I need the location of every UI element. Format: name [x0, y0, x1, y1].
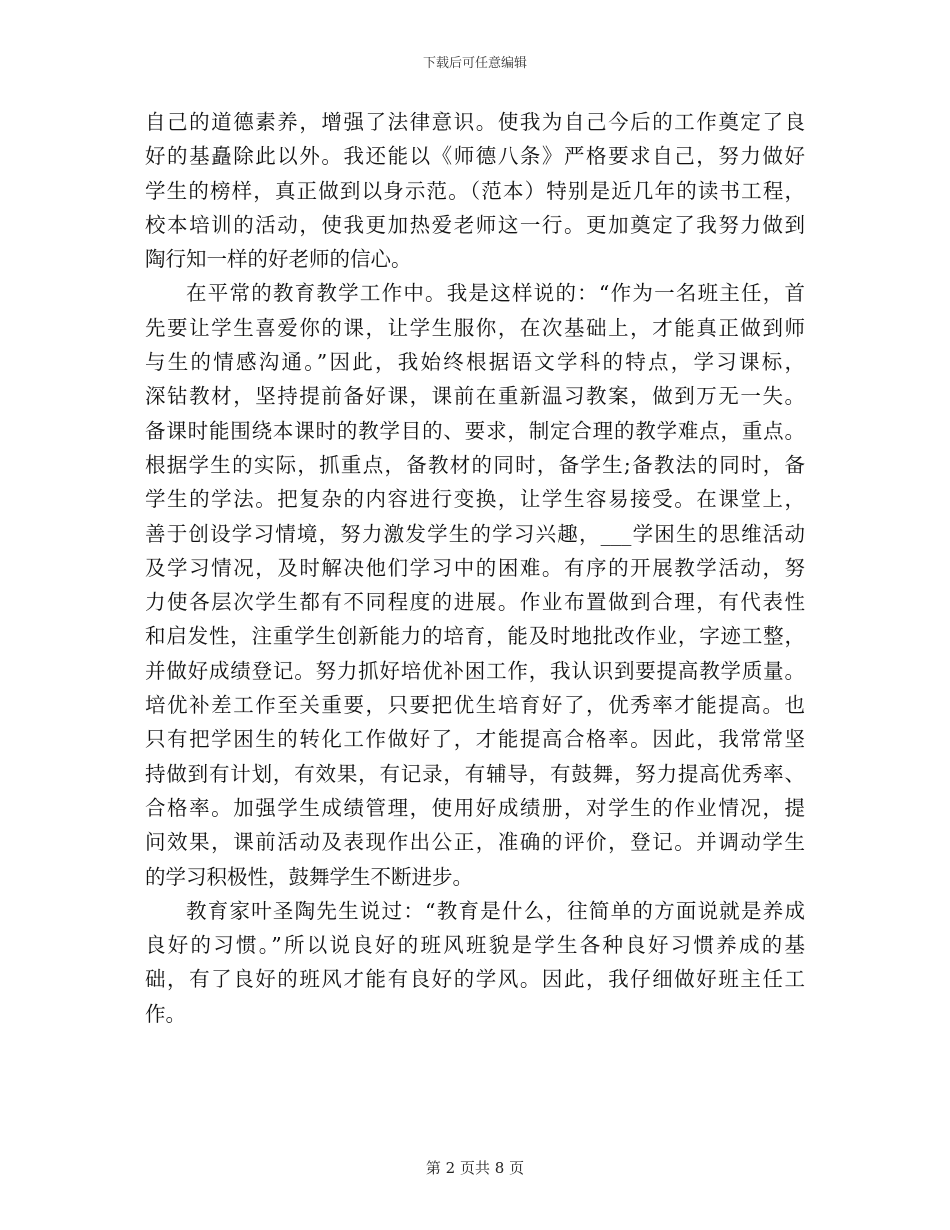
text-line: 深钻教材，坚持提前备好课，课前在重新温习教案，做到万无一失。 — [145, 384, 805, 409]
text-line: 良好的习惯。”所以说良好的班风班貌是学生各种良好习惯养成的基 — [145, 933, 805, 958]
text-line: 学生的学法。把复杂的内容进行变换，让学生容易接受。在课堂上， — [145, 487, 805, 512]
text-line: 的学习积极性，鼓舞学生不断进步。 — [145, 864, 473, 889]
text-line: 培优补差工作至关重要，只要把优生培育好了，优秀率才能提高。也 — [145, 693, 805, 718]
text-line: 作。 — [145, 1001, 186, 1026]
text-line: 备课时能围绕本课时的教学目的、要求，制定合理的教学难点，重点。 — [145, 418, 805, 443]
text-line: 础，有了良好的班风才能有良好的学风。因此，我仔细做好班主任工 — [145, 967, 805, 992]
page-number-footer: 第 2 页共 8 页 — [425, 1159, 525, 1177]
document-body — [145, 105, 805, 1031]
text-line: 只有把学困生的转化工作做好了，才能提高合格率。因此，我常常坚 — [145, 727, 805, 752]
text-line: 合格率。加强学生成绩管理，使用好成绩册，对学生的作业情况，提 — [145, 795, 805, 820]
text-line: 持做到有计划，有效果，有记录，有辅导，有鼓舞，努力提高优秀率、 — [145, 761, 805, 786]
text-line: 善于创设学习情境，努力激发学生的学习兴趣，___学困生的思维活动 — [145, 521, 805, 546]
text-line: 与生的情感沟通。”因此，我始终根据语文学科的特点，学习课标， — [145, 350, 805, 375]
text-line: 及学习情况，及时解决他们学习中的困难。有序的开展教学活动，努 — [145, 555, 805, 580]
text-line: 力使各层次学生都有不同程度的进展。作业布置做到合理，有代表性 — [145, 590, 805, 615]
text-line: 学生的榜样，真正做到以身示范。（范本）特别是近几年的读书工程， — [145, 178, 805, 203]
text-line: 校本培训的活动，使我更加热爱老师这一行。更加奠定了我努力做到 — [145, 212, 805, 237]
page-header-note: 下载后可任意编辑 — [422, 56, 527, 71]
text-line: 和启发性，注重学生创新能力的培育，能及时地批改作业，字迹工整， — [145, 624, 805, 649]
text-line: 教育家叶圣陶先生说过：“教育是什么，往简单的方面说就是养成 — [186, 898, 805, 923]
text-line: 并做好成绩登记。努力抓好培优补困工作，我认识到要提高教学质量。 — [145, 658, 805, 683]
text-line: 根据学生的实际，抓重点，备教材的同时，备学生;备教法的同时，备 — [145, 452, 805, 477]
text-line: 在平常的教育教学工作中。我是这样说的：“作为一名班主任，首 — [186, 281, 805, 306]
text-line: 先要让学生喜爱你的课，让学生服你，在次基础上，才能真正做到师 — [145, 315, 805, 340]
text-line: 问效果，课前活动及表现作出公正，准确的评价，登记。并调动学生 — [145, 830, 805, 855]
text-line: 自己的道德素养，增强了法律意识。使我为自己今后的工作奠定了良 — [145, 110, 805, 134]
text-line: 陶行知一样的好老师的信心。 — [145, 247, 412, 272]
text-line: 好的基矗除此以外。我还能以《师德八条》严格要求自己，努力做好 — [145, 144, 805, 169]
